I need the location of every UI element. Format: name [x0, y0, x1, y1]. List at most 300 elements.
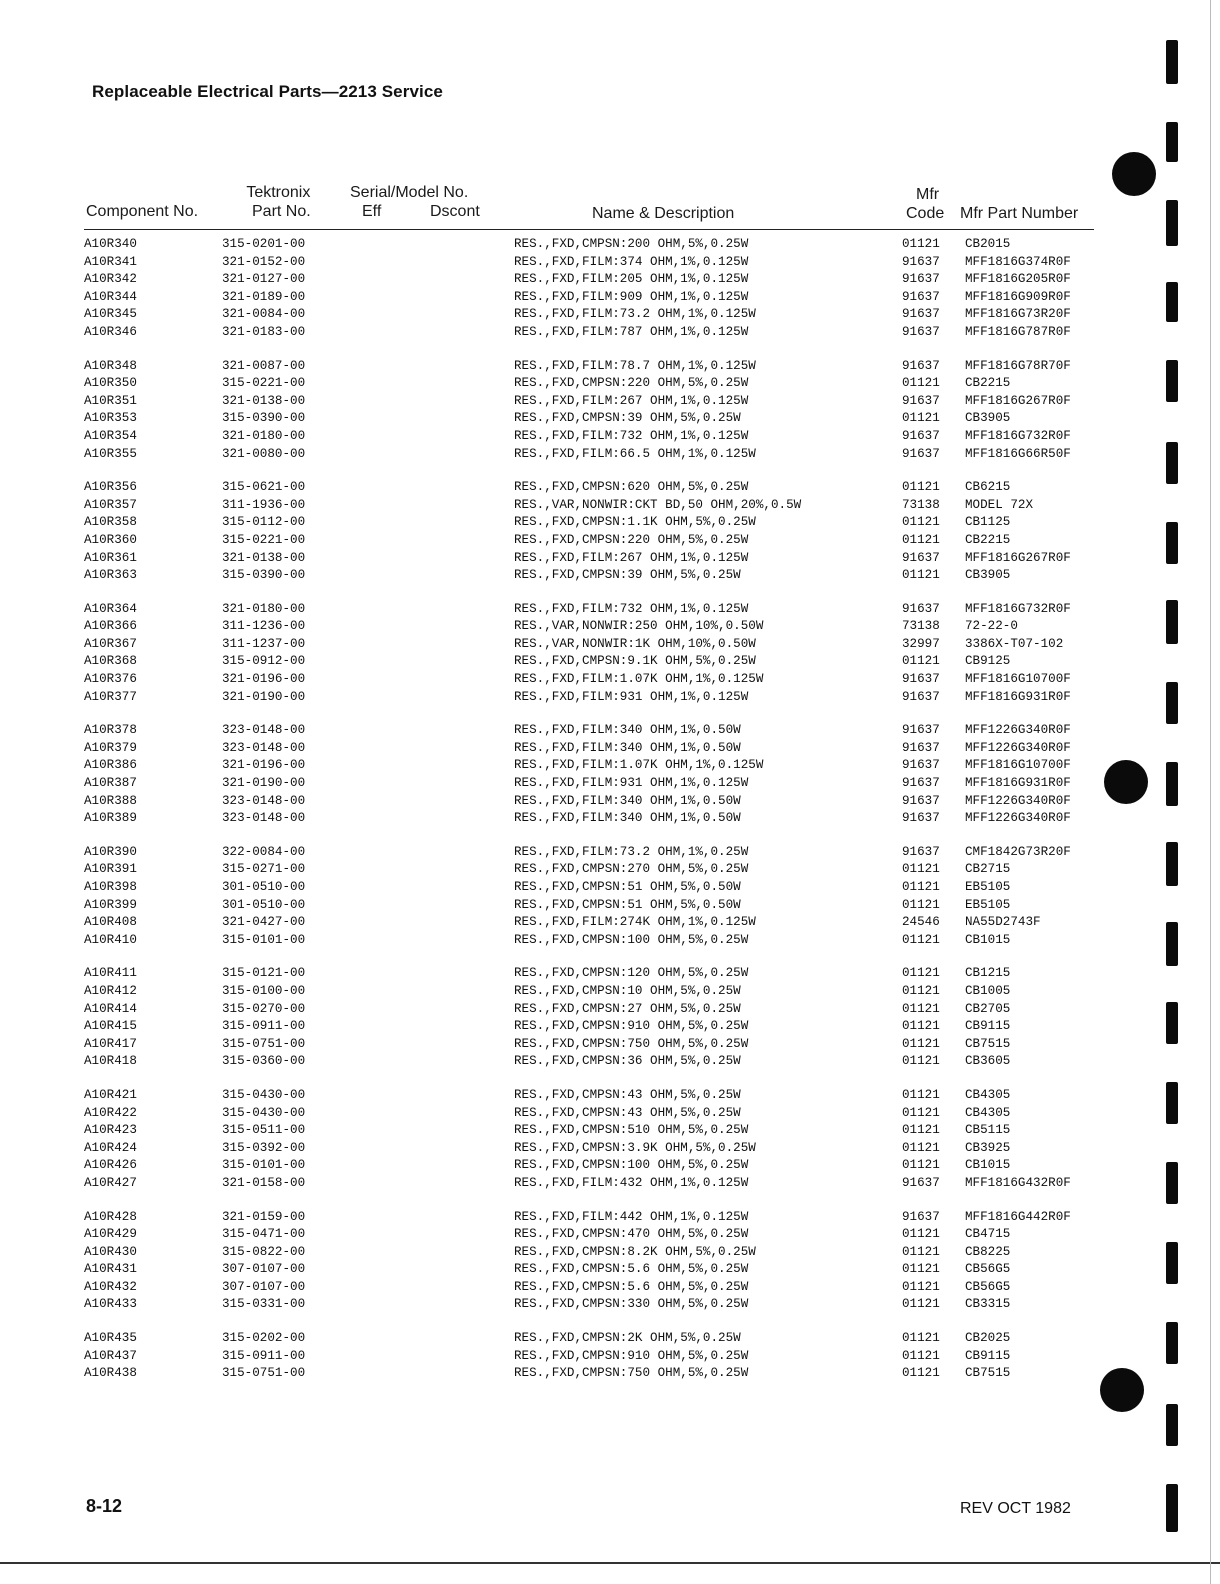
- binding-mark: [1166, 282, 1178, 322]
- mfr-part-number: MFF1816G442R0F: [965, 1209, 1071, 1224]
- component-no: A10R357: [84, 497, 137, 512]
- description: RES.,FXD,CMPSN:2K OHM,5%,0.25W: [514, 1331, 741, 1346]
- component-no: A10R428: [84, 1209, 137, 1224]
- component-no: A10R391: [84, 862, 137, 877]
- description: RES.,FXD,CMPSN:910 OHM,5%,0.25W: [514, 1348, 749, 1363]
- tektronix-part-no: 315-0101-00: [222, 932, 306, 947]
- mfr-code: 91637: [902, 1175, 940, 1190]
- component-no: A10R429: [84, 1227, 137, 1242]
- tektronix-part-no: 315-0221-00: [222, 376, 306, 391]
- mfr-code: 73138: [902, 497, 940, 512]
- mfr-part-number: CB5115: [965, 1123, 1011, 1138]
- table-row: [0, 775, 1100, 793]
- description: RES.,FXD,CMPSN:8.2K OHM,5%,0.25W: [514, 1244, 756, 1259]
- mfr-code: 91637: [902, 811, 940, 826]
- component-no: A10R354: [84, 428, 137, 443]
- mfr-part-number: MFF1816G267R0F: [965, 393, 1071, 408]
- component-no: A10R426: [84, 1158, 137, 1173]
- table-row: [0, 497, 1100, 515]
- mfr-part-number: CB4305: [965, 1105, 1011, 1120]
- mfr-part-number: CB3905: [965, 411, 1011, 426]
- tektronix-part-no: 311-1236-00: [222, 619, 306, 634]
- header-name-description: [592, 204, 734, 223]
- mfr-code: 01121: [902, 1105, 940, 1120]
- mfr-part-number: MFF1816G931R0F: [965, 689, 1071, 704]
- component-no: A10R348: [84, 358, 137, 373]
- table-row: [0, 601, 1100, 619]
- mfr-code: 91637: [902, 776, 940, 791]
- table-row: [0, 844, 1100, 862]
- tektronix-part-no: 315-0392-00: [222, 1140, 306, 1155]
- mfr-part-number: CB3605: [965, 1054, 1011, 1069]
- binding-mark: [1166, 200, 1178, 246]
- mfr-part-number: CB3925: [965, 1140, 1011, 1155]
- component-no: A10R341: [84, 254, 137, 269]
- mfr-code: 01121: [902, 1087, 940, 1102]
- description: RES.,FXD,FILM:909 OHM,1%,0.125W: [514, 289, 749, 304]
- description: RES.,FXD,CMPSN:470 OHM,5%,0.25W: [514, 1227, 749, 1242]
- tektronix-part-no: 301-0510-00: [222, 897, 306, 912]
- component-no: A10R435: [84, 1331, 137, 1346]
- component-no: A10R389: [84, 811, 137, 826]
- component-no: A10R412: [84, 983, 137, 998]
- binding-mark: [1166, 922, 1178, 966]
- tektronix-part-no: 315-0121-00: [222, 966, 306, 981]
- tektronix-part-no: 315-0911-00: [222, 1348, 306, 1363]
- table-row: [0, 393, 1100, 411]
- description: RES.,FXD,CMPSN:270 OHM,5%,0.25W: [514, 862, 749, 877]
- component-no: A10R358: [84, 515, 137, 530]
- description: RES.,FXD,CMPSN:51 OHM,5%,0.50W: [514, 897, 741, 912]
- binding-mark: [1166, 360, 1178, 402]
- component-no: A10R427: [84, 1175, 137, 1190]
- mfr-part-number: CB56G5: [965, 1279, 1011, 1294]
- tektronix-part-no: 315-0221-00: [222, 532, 306, 547]
- header-tektronix-line2: Part No.: [252, 203, 311, 220]
- description: RES.,FXD,CMPSN:910 OHM,5%,0.25W: [514, 1019, 749, 1034]
- header-serial-model: [350, 183, 480, 221]
- mfr-part-number: NA55D2743F: [965, 915, 1041, 930]
- header-mfr-line1: Mfr: [916, 186, 940, 203]
- table-row: [0, 757, 1100, 775]
- tektronix-part-no: 321-0127-00: [222, 272, 306, 287]
- component-no: A10R346: [84, 324, 137, 339]
- description: RES.,FXD,CMPSN:200 OHM,5%,0.25W: [514, 237, 749, 251]
- table-row: [0, 550, 1100, 568]
- description: RES.,FXD,CMPSN:51 OHM,5%,0.50W: [514, 880, 741, 894]
- mfr-part-number: MFF1816G267R0F: [965, 550, 1071, 565]
- table-row: [0, 567, 1100, 585]
- tektronix-part-no: 315-0621-00: [222, 480, 306, 495]
- tektronix-part-no: 323-0148-00: [222, 793, 306, 808]
- component-no: A10R361: [84, 550, 137, 565]
- mfr-code: 01121: [902, 1348, 940, 1363]
- tektronix-part-no: 315-0912-00: [222, 654, 306, 669]
- mfr-code: 01121: [902, 1054, 940, 1069]
- mfr-code: 01121: [902, 1227, 940, 1242]
- row-group: [0, 358, 1100, 464]
- mfr-code: 01121: [902, 1019, 940, 1034]
- component-no: A10R408: [84, 915, 137, 930]
- tektronix-part-no: 321-0152-00: [222, 254, 306, 269]
- table-row: [0, 897, 1100, 915]
- table-row: [0, 879, 1100, 897]
- description: RES.,FXD,FILM:732 OHM,1%,0.125W: [514, 601, 749, 616]
- binding-mark: [1166, 40, 1178, 84]
- tektronix-part-no: 321-0138-00: [222, 393, 306, 408]
- table-row: [0, 1209, 1100, 1227]
- mfr-code: 91637: [902, 289, 940, 304]
- description: RES.,FXD,FILM:66.5 OHM,1%,0.125W: [514, 446, 756, 461]
- mfr-part-number: MFF1226G340R0F: [965, 723, 1071, 738]
- tektronix-part-no: 321-0087-00: [222, 358, 306, 373]
- description: RES.,FXD,FILM:73.2 OHM,1%,0.25W: [514, 844, 749, 859]
- row-group: [0, 844, 1100, 950]
- component-no: A10R424: [84, 1140, 137, 1155]
- tektronix-part-no: 315-0201-00: [222, 237, 306, 251]
- tektronix-part-no: 321-0180-00: [222, 428, 306, 443]
- mfr-part-number: CB56G5: [965, 1262, 1011, 1277]
- table-row: [0, 428, 1100, 446]
- component-no: A10R355: [84, 446, 137, 461]
- mfr-code: 01121: [902, 515, 940, 530]
- description: RES.,FXD,CMPSN:5.6 OHM,5%,0.25W: [514, 1262, 749, 1277]
- component-no: A10R418: [84, 1054, 137, 1069]
- bottom-rule: [0, 1562, 1220, 1564]
- mfr-part-number: MFF1816G78R70F: [965, 358, 1071, 373]
- tektronix-part-no: 315-0270-00: [222, 1001, 306, 1016]
- mfr-part-number: CB7515: [965, 1366, 1011, 1381]
- header-rule: [84, 229, 1094, 230]
- mfr-code: 01121: [902, 1366, 940, 1381]
- tektronix-part-no: 315-0430-00: [222, 1087, 306, 1102]
- tektronix-part-no: 321-0189-00: [222, 289, 306, 304]
- mfr-part-number: CB3315: [965, 1297, 1011, 1312]
- description: RES.,FXD,FILM:732 OHM,1%,0.125W: [514, 428, 749, 443]
- component-no: A10R390: [84, 844, 137, 859]
- description: RES.,FXD,CMPSN:9.1K OHM,5%,0.25W: [514, 654, 756, 669]
- tektronix-part-no: 315-0112-00: [222, 515, 306, 530]
- table-row: [0, 1122, 1100, 1140]
- mfr-part-number: CB2715: [965, 862, 1011, 877]
- description: RES.,FXD,CMPSN:100 OHM,5%,0.25W: [514, 932, 749, 947]
- table-row: [0, 740, 1100, 758]
- table-row: [0, 1140, 1100, 1158]
- description: RES.,FXD,CMPSN:10 OHM,5%,0.25W: [514, 983, 741, 998]
- binding-mark: [1166, 1484, 1178, 1532]
- mfr-code: 01121: [902, 654, 940, 669]
- tektronix-part-no: 315-0471-00: [222, 1227, 306, 1242]
- component-no: A10R410: [84, 932, 137, 947]
- mfr-part-number: EB5105: [965, 880, 1011, 894]
- component-no: A10R368: [84, 654, 137, 669]
- component-no: A10R421: [84, 1087, 137, 1102]
- tektronix-part-no: 315-0390-00: [222, 568, 306, 583]
- table-row: [0, 271, 1100, 289]
- description: RES.,FXD,FILM:274K OHM,1%,0.125W: [514, 915, 756, 930]
- mfr-code: 91637: [902, 550, 940, 565]
- description: RES.,FXD,FILM:78.7 OHM,1%,0.125W: [514, 358, 756, 373]
- mfr-part-number: 3386X-T07-102: [965, 636, 1064, 651]
- mfr-part-number: CB1125: [965, 515, 1011, 530]
- binding-mark: [1166, 442, 1178, 484]
- description: RES.,FXD,CMPSN:120 OHM,5%,0.25W: [514, 966, 749, 981]
- table-row: [0, 324, 1100, 342]
- mfr-code: 91637: [902, 307, 940, 322]
- description: RES.,FXD,FILM:787 OHM,1%,0.125W: [514, 324, 749, 339]
- mfr-code: 01121: [902, 1036, 940, 1051]
- mfr-code: 01121: [902, 966, 940, 981]
- component-no: A10R379: [84, 740, 137, 755]
- table-row: [0, 358, 1100, 376]
- mfr-part-number: MFF1816G73R20F: [965, 307, 1071, 322]
- binding-mark: [1166, 682, 1178, 724]
- tektronix-part-no: 321-0190-00: [222, 689, 306, 704]
- table-row: [0, 410, 1100, 428]
- mfr-code: 01121: [902, 376, 940, 391]
- mfr-code: 91637: [902, 446, 940, 461]
- tektronix-part-no: 311-1237-00: [222, 636, 306, 651]
- row-group: [0, 479, 1100, 585]
- tektronix-part-no: 323-0148-00: [222, 740, 306, 755]
- mfr-code: 01121: [902, 1262, 940, 1277]
- row-group: [0, 601, 1100, 707]
- mfr-code: 91637: [902, 844, 940, 859]
- mfr-part-number: MFF1226G340R0F: [965, 740, 1071, 755]
- page-edge-line: [1210, 0, 1211, 1584]
- tektronix-part-no: 321-0190-00: [222, 776, 306, 791]
- row-group: [0, 1209, 1100, 1315]
- mfr-part-number: CB9115: [965, 1019, 1011, 1034]
- tektronix-part-no: 315-0360-00: [222, 1054, 306, 1069]
- mfr-part-number: MFF1226G340R0F: [965, 811, 1071, 826]
- tektronix-part-no: 315-0822-00: [222, 1244, 306, 1259]
- mfr-code: 91637: [902, 358, 940, 373]
- description: RES.,FXD,FILM:1.07K OHM,1%,0.125W: [514, 672, 764, 687]
- component-no: A10R414: [84, 1001, 137, 1016]
- tektronix-part-no: 321-0084-00: [222, 307, 306, 322]
- table-row: [0, 446, 1100, 464]
- mfr-code: 01121: [902, 237, 940, 251]
- mfr-part-number: MFF1816G931R0F: [965, 776, 1071, 791]
- mfr-code: 91637: [902, 601, 940, 616]
- table-row: [0, 1001, 1100, 1019]
- binding-mark: [1166, 600, 1178, 644]
- table-row: [0, 810, 1100, 828]
- table-row: [0, 861, 1100, 879]
- description: RES.,FXD,CMPSN:3.9K OHM,5%,0.25W: [514, 1140, 756, 1155]
- table-row: [0, 689, 1100, 707]
- mfr-part-number: CMF1842G73R20F: [965, 844, 1071, 859]
- row-group: [0, 1087, 1100, 1193]
- table-row: [0, 254, 1100, 272]
- component-no: A10R360: [84, 532, 137, 547]
- mfr-part-number: CB2025: [965, 1331, 1011, 1346]
- mfr-part-number: MFF1816G205R0F: [965, 272, 1071, 287]
- table-row: [0, 1226, 1100, 1244]
- table-row: [0, 722, 1100, 740]
- component-no: A10R432: [84, 1279, 137, 1294]
- component-no: A10R388: [84, 793, 137, 808]
- header-tektronix-part: [246, 183, 311, 221]
- binding-mark: [1166, 762, 1178, 806]
- description: RES.,FXD,CMPSN:100 OHM,5%,0.25W: [514, 1158, 749, 1173]
- component-no: A10R351: [84, 393, 137, 408]
- punch-hole: [1100, 1368, 1144, 1412]
- table-row: [0, 1036, 1100, 1054]
- table-row: [0, 236, 1100, 254]
- tektronix-part-no: 321-0427-00: [222, 915, 306, 930]
- row-group: [0, 722, 1100, 828]
- mfr-code: 01121: [902, 1158, 940, 1173]
- component-no: A10R411: [84, 966, 137, 981]
- mfr-code: 91637: [902, 324, 940, 339]
- mfr-part-number: MFF1816G909R0F: [965, 289, 1071, 304]
- table-row: [0, 1296, 1100, 1314]
- mfr-code: 91637: [902, 723, 940, 738]
- component-no: A10R344: [84, 289, 137, 304]
- table-row: [0, 671, 1100, 689]
- description: RES.,FXD,CMPSN:36 OHM,5%,0.25W: [514, 1054, 741, 1069]
- description: RES.,FXD,CMPSN:220 OHM,5%,0.25W: [514, 376, 749, 391]
- table-row: [0, 1261, 1100, 1279]
- mfr-code: 01121: [902, 1001, 940, 1016]
- header-mfr-code: [906, 185, 944, 223]
- mfr-part-number: CB1015: [965, 932, 1011, 947]
- revision-date: REV OCT 1982: [960, 1500, 1071, 1517]
- tektronix-part-no: 321-0180-00: [222, 601, 306, 616]
- mfr-part-number: CB8225: [965, 1244, 1011, 1259]
- description: RES.,FXD,FILM:205 OHM,1%,0.125W: [514, 272, 749, 287]
- component-no: A10R342: [84, 272, 137, 287]
- header-component-no: [86, 202, 198, 221]
- tektronix-part-no: 301-0510-00: [222, 880, 306, 894]
- mfr-code: 91637: [902, 428, 940, 443]
- component-no: A10R433: [84, 1297, 137, 1312]
- binding-mark: [1166, 1322, 1178, 1364]
- page-title: Replaceable Electrical Parts—2213 Service: [92, 82, 443, 101]
- header-mfr-part-number-label: Mfr Part Number: [960, 205, 1079, 222]
- binding-mark: [1166, 522, 1178, 564]
- component-no: A10R386: [84, 758, 137, 773]
- component-no: A10R430: [84, 1244, 137, 1259]
- mfr-part-number: EB5105: [965, 897, 1011, 912]
- component-no: A10R376: [84, 672, 137, 687]
- component-no: A10R363: [84, 568, 137, 583]
- tektronix-part-no: 315-0202-00: [222, 1331, 306, 1346]
- description: RES.,FXD,FILM:73.2 OHM,1%,0.125W: [514, 307, 756, 322]
- component-no: A10R398: [84, 880, 137, 894]
- header-mfr-part-number: [960, 204, 1078, 223]
- table-row: [0, 793, 1100, 811]
- mfr-part-number: MFF1816G66R50F: [965, 446, 1071, 461]
- mfr-part-number: CB1005: [965, 983, 1011, 998]
- table-row: [0, 636, 1100, 654]
- mfr-code: 91637: [902, 272, 940, 287]
- tektronix-part-no: 315-0101-00: [222, 1158, 306, 1173]
- binding-mark: [1166, 1162, 1178, 1204]
- header-serial-line1: Serial/Model No.: [350, 184, 469, 201]
- description: RES.,FXD,FILM:340 OHM,1%,0.50W: [514, 723, 741, 738]
- table-row: [0, 306, 1100, 324]
- description: RES.,FXD,FILM:340 OHM,1%,0.50W: [514, 793, 741, 808]
- mfr-part-number: CB2705: [965, 1001, 1011, 1016]
- tektronix-part-no: 321-0080-00: [222, 446, 306, 461]
- mfr-code: 91637: [902, 1209, 940, 1224]
- header-name-description-label: Name & Description: [592, 205, 735, 222]
- description: RES.,FXD,FILM:374 OHM,1%,0.125W: [514, 254, 749, 269]
- table-row: [0, 514, 1100, 532]
- tektronix-part-no: 323-0148-00: [222, 723, 306, 738]
- mfr-code: 01121: [902, 983, 940, 998]
- mfr-part-number: CB2015: [965, 237, 1011, 251]
- component-no: A10R356: [84, 480, 137, 495]
- header-tektronix-line1: Tektronix: [246, 184, 311, 201]
- mfr-part-number: CB3905: [965, 568, 1011, 583]
- mfr-part-number: CB4715: [965, 1227, 1011, 1242]
- page-number: 8-12: [86, 1496, 123, 1516]
- mfr-code: 01121: [902, 1244, 940, 1259]
- table-row: [0, 1279, 1100, 1297]
- description: RES.,FXD,CMPSN:510 OHM,5%,0.25W: [514, 1123, 749, 1138]
- component-no: A10R438: [84, 1366, 137, 1381]
- tektronix-part-no: 321-0158-00: [222, 1175, 306, 1190]
- binding-mark: [1166, 1082, 1178, 1124]
- mfr-part-number: CB2215: [965, 532, 1011, 547]
- table-row: [0, 983, 1100, 1001]
- mfr-code: 01121: [902, 411, 940, 426]
- tektronix-part-no: 315-0331-00: [222, 1297, 306, 1312]
- mfr-code: 01121: [902, 480, 940, 495]
- table-row: [0, 1053, 1100, 1071]
- mfr-code: 32997: [902, 636, 940, 651]
- component-no: A10R345: [84, 307, 137, 322]
- mfr-code: 91637: [902, 689, 940, 704]
- description: RES.,FXD,CMPSN:750 OHM,5%,0.25W: [514, 1366, 749, 1381]
- mfr-code: 91637: [902, 793, 940, 808]
- binding-mark: [1166, 1242, 1178, 1284]
- tektronix-part-no: 315-0911-00: [222, 1019, 306, 1034]
- mfr-code: 91637: [902, 393, 940, 408]
- component-no: A10R387: [84, 776, 137, 791]
- table-row: [0, 1348, 1100, 1366]
- header-serial-dscont: Dscont: [430, 203, 480, 220]
- component-no: A10R437: [84, 1348, 137, 1363]
- component-no: A10R364: [84, 601, 137, 616]
- binding-mark: [1166, 1404, 1178, 1446]
- mfr-code: 91637: [902, 758, 940, 773]
- mfr-code: 73138: [902, 619, 940, 634]
- tektronix-part-no: 321-0196-00: [222, 758, 306, 773]
- tektronix-part-no: 315-0100-00: [222, 983, 306, 998]
- header-serial-eff: Eff: [362, 203, 382, 220]
- component-no: A10R350: [84, 376, 137, 391]
- tektronix-part-no: 321-0183-00: [222, 324, 306, 339]
- row-group: [0, 965, 1100, 1071]
- component-no: A10R423: [84, 1123, 137, 1138]
- description: RES.,FXD,FILM:931 OHM,1%,0.125W: [514, 776, 749, 791]
- description: RES.,VAR,NONWIR:1K OHM,10%,0.50W: [514, 636, 756, 651]
- component-no: A10R340: [84, 237, 137, 251]
- mfr-part-number: CB1015: [965, 1158, 1011, 1173]
- tektronix-part-no: 321-0159-00: [222, 1209, 306, 1224]
- description: RES.,FXD,FILM:1.07K OHM,1%,0.125W: [514, 758, 764, 773]
- component-no: A10R366: [84, 619, 137, 634]
- mfr-part-number: CB9115: [965, 1348, 1011, 1363]
- description: RES.,FXD,CMPSN:43 OHM,5%,0.25W: [514, 1105, 741, 1120]
- component-no: A10R378: [84, 723, 137, 738]
- mfr-code: 01121: [902, 1123, 940, 1138]
